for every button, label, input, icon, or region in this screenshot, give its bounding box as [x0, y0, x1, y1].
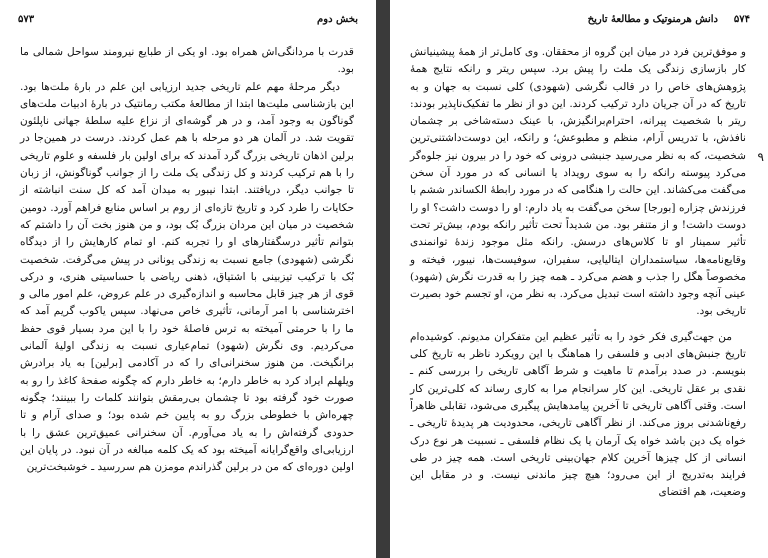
right-header-title: دانش هرمنوتیک و مطالعهٔ تاریخ [587, 14, 718, 25]
left-page-number: ۵۷۳ [18, 14, 35, 25]
right-page-body [410, 44, 746, 552]
left-page-body [20, 44, 354, 552]
right-page-header [408, 14, 750, 32]
book-gutter [376, 0, 390, 558]
left-page-header [18, 14, 358, 32]
right-paragraph-2: من جهت‌گیری فکر خود را به تأثیر عظیم این متفکران مدیونم. کوشیده‌ام تاریخ جنبش‌های ادبی و فلسفی را هماهنگ با این رویکرد ناظر به تاریخ کلی بنویسم. در صدد برآمدم تا ماهیت و شرط آگاهی تاریخی را بررسی کنم ـ نقدی بر عقل تاریخی. این کار سرانجام مرا به کاری رساند که کلی‌ترین کار است. وقتی آگاهی تاریخی تا آخرین پیامدهایش پیگیری می‌شود، تقابلی ظاهراً رفع‌ناشدنی بروز می‌کند. از نظر آگاهی تاریخی، محدودیت هر پدیدهٔ تاریخی ـ خواه یک دین باشد خواه یک آرمان یا یک نظام فلسفی ـ نسبیت هر نوع درک انسانی از کل چیزها آخرین کلام جهان‌بینی تاریخی است. همه چیز در طی فرایند به‌تدریج از این می‌رود؛ هیچ چیز ماندنی نیست. و در مقابل این وضعیت، هم اقتضای [410, 330, 746, 499]
left-header-title: بخش دوم [317, 14, 358, 25]
right-page [390, 0, 768, 558]
right-paragraph-1: و موفق‌ترین فرد در میان این گروه از محققان. وی کامل‌تر از همهٔ پیشینیانش کار بازسازی زندگی یک ملت را پیش برد. سپس ریتر و رانکه نتایج همهٔ پژوهش‌های خاص را در قالب نگرشی (شهودی) کلی نسبت به جهان و به تاریخ که در آن جریان دارد ترکیب کردند. این دو از نظر ما تفکیک‌ناپذیر بودند: ریتر با شخصیت پیرانه، احترام‌برانگیزش، با عینک دسته‌شاخی بر چشمان نافذش، با تدریس آرام، منظم و مطبوعش؛ و رانکه، این دوست‌داشتنی‌ترین شخصیت، که به نظر می‌رسید جنبشی درونی که خود را در بیرون نیز جلوه‌گر می‌کرد پیوسته رانکه را به سوی رویداد یا انسانی که در مورد آن سخن می‌گفت می‌کشاند. این حالت را هنگامی که در مورد رابطهٔ الکساندر ششم با فرزندش چزاره [بورجا] سخن می‌گفت به یاد دارم: او را دوست داشت؟ او را دوست داشت! و از متنفر بود. من شدیداً تحت تأثیر رانکه بودم، بیش‌تر تحت تأثیر سمینار او تا کلاس‌های درسش. رانکه مثل موجود زندهٔ توانمندی وقایع‌نامه‌ها، سیاستمداران ایتالیایی، سفیران، سوفیست‌ها، نیبور، فیخته و مخصوصاً هگل را جذب و هضم می‌کرد ـ همه چیز را به قدرت نگرش (شهود) عینی آنچه وجود داشته است تبدیل می‌کرد. به نظر من، او تجسم خود بصیرت تاریخی بود. [410, 46, 746, 318]
left-paragraph-2: دیگر مرحلهٔ مهم علم تاریخی جدید ارزیابی این علم در بارهٔ ملت‌ها بود. این بازشناسی ملیت‌ها ابتدا از مطالعهٔ مکتب رمانتیک در بارهٔ ادبیات ملت‌های گوناگون به وجود آمد، و در هر گوشه‌ای از نزاع علیه سلطهٔ جهانی ناپلئون تقویت شد. در آلمان هر دو مرحله با هم عمل کردند. درست در همین‌جا در برلین اذهان تاریخی بزرگ گرد آمدند که برای اولین بار فلسفه و علوم تاریخی را با هم ترکیب کردند و کل زندگی یک ملت را از جوانب گوناگونش، از زبان تا جوانب دیگر، دریافتند. ابتدا نیبور به میدان آمد که کل سنت انباشته از حکایات را طرد کرد و تاریخ تازه‌ای از روم بر اساس منابع فراهم آورد. دومین شخصیت در میان این مردان بزرگ بُک بود، و من هنوز بخت آن را داشتم که بتوانم تأثیر درسگفتارهای او را تجربه کنم. او تمام کارهایش را از دیدگاه نگرشی (شهودی) جامع نسبت به زندگی یونانی در پیش می‌گرفت. شخصیت بُک با ترکیب تیزبینی با اشتیاق، ذهنی ریاضی با حساسیتی هنری، و درکی قوی از هر چیز قابل محاسبه و اندازه‌گیری در علم عروض، علم امور مالی و اخترشناسی با امر آرمانی، تأثیری خاص می‌نهاد. سپس یاکوب گریم آمد که ما را با حرمتی آمیخته به ترس فاصلهٔ خود را با این مرد بسیار قوی حفظ می‌کردیم. وی نگرش (شهود) تمام‌عیاری نسبت به زندگی اولیهٔ آلمانی برانگیخت. من هنوز سخنرانی‌ای را که در آکادمی [برلین] به یاد برادرش ویلهلم ایراد کرد به خاطر دارم؛ به خاطر دارم که چگونه صفحهٔ کاغذ را رو به صورت خود گرفته بود تا چشمان بی‌رمقش بتوانند کلمات را ببینند؛ چگونه چهره‌اش با خطوطی بزرگ رو به پایین خم شده بود؛ و صدای آرام و تا حدودی گرفته‌اش را به یاد می‌آورم. آن سخنرانی عمیق‌ترین عشق را با ارزیابی‌ای واقع‌گرایانه آمیخته بود که یک کلمه مبالغه در آن نبود. در پایان این اولین دوره‌ای که من در برلین گذراندم مومزن هم سررسید ـ خوشبخت‌ترین [20, 80, 354, 474]
left-paragraph-1: قدرت با مردانگی‌اش همراه بود. او یکی از طبایع نیرومند سواحل شمالی ما بود. [20, 46, 354, 76]
right-page-number: ۵۷۴ [733, 14, 750, 25]
left-page [0, 0, 376, 558]
margin-number: ۹ [757, 150, 764, 164]
